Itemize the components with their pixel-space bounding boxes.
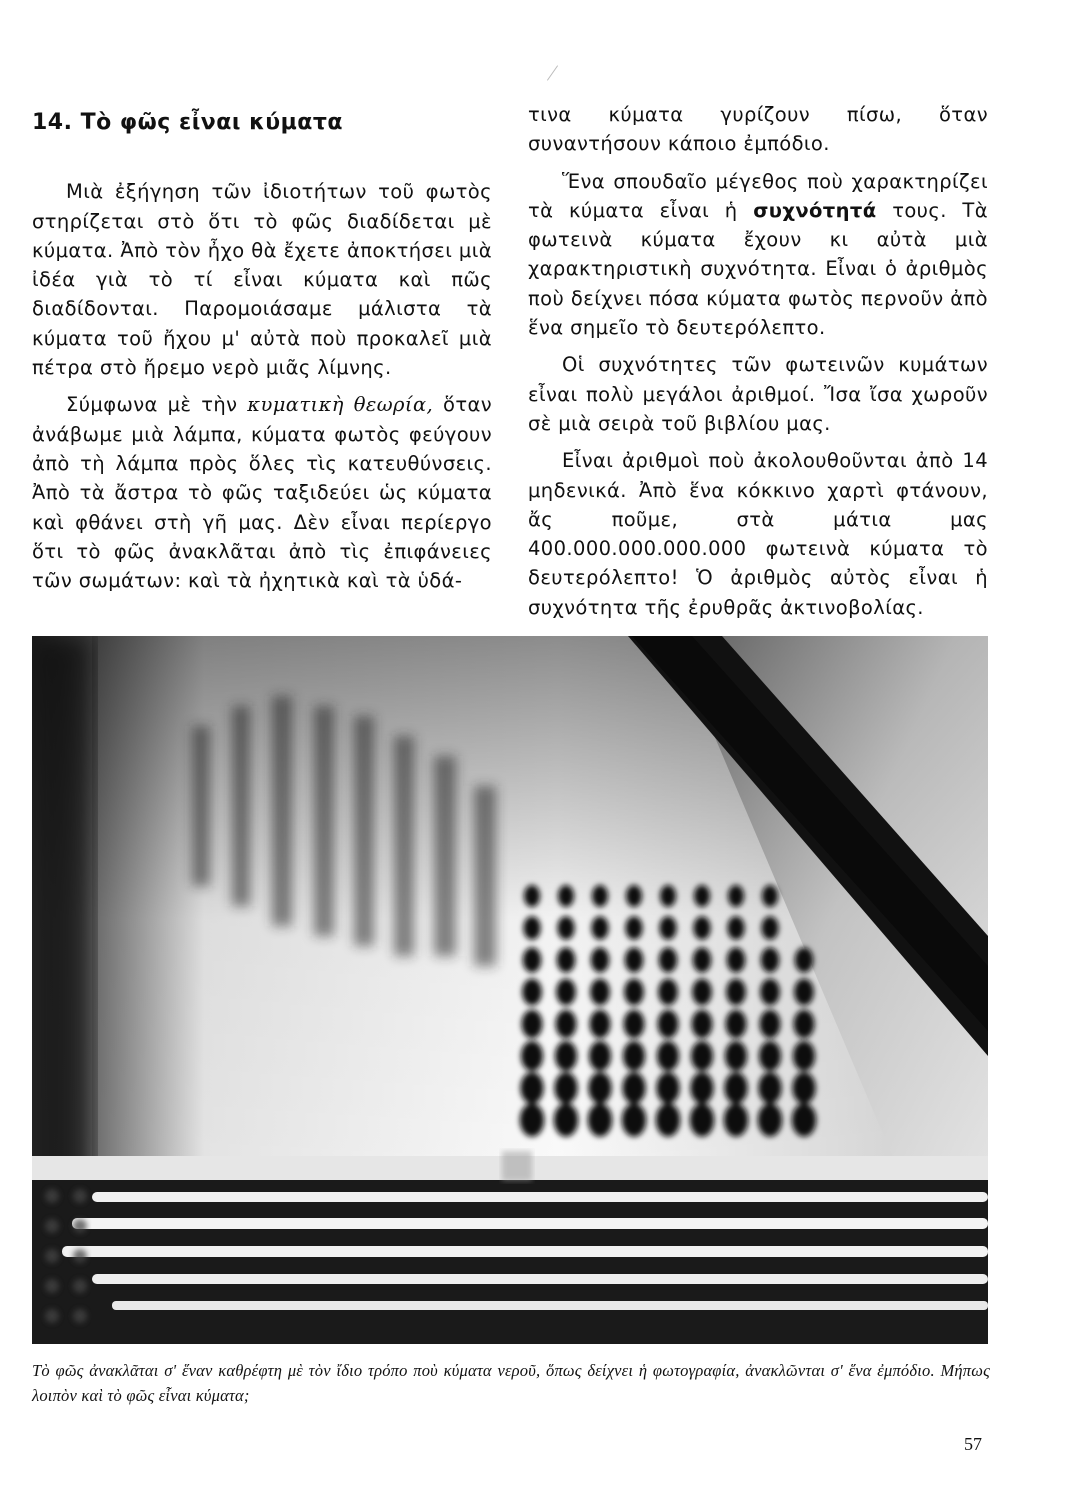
section-title: 14. Τὸ φῶς εἶναι κύματα — [32, 110, 344, 135]
left-paragraph-1: Μιὰ ἐξήγηση τῶν ἰδιοτήτων τοῦ φωτὸς στηρίζεται στὸ ὅτι τὸ φῶς διαδίδεται μὲ κύματα. Ἀπὸ τὸν ἦχο θὰ ἔχετε ἀποκτήσει μιὰ ἰδέα γιὰ τὸ τί εἶναι κύματα καὶ πῶς διαδίδονται. Παρομοιάσαμε μάλιστα τὰ κύματα τοῦ ἤχου μ' αὐτὰ ποὺ προκαλεῖ μιὰ πέτρα στὸ ἤρεμο νερὸ μιᾶς λίμνης. — [32, 180, 492, 380]
figure-caption: Τὸ φῶς ἀνακλᾶται σ' ἕναν καθρέφτη μὲ τὸν ἴδιο τρόπο ποὺ κύματα νεροῦ, ὅπως δείχνει ἡ φωτογραφία, ἀνακλῶνται σ' ἕνα ἐμπόδιο. Μήπως λοιπὸν καὶ τὸ φῶς εἶναι κύματα; — [32, 1361, 990, 1405]
right-paragraph-2-end: τους. Τὰ φωτεινὰ κύματα ἔχουν κι αὐτὰ μιὰ χαρακτηριστικὴ συχνότητα. Εἶναι ὁ ἀριθμὸς ποὺ δείχνει πόσα κύματα φωτὸς περνοῦν ἀπὸ ἕνα σημεῖο τὸ δευτερόλεπτο. — [528, 198, 988, 340]
wave-reflection-photo — [32, 636, 988, 1344]
page-number: 57 — [964, 1434, 982, 1454]
left-paragraph-2-end: ὅταν ἀνάβωμε μιὰ λάμπα, κύματα φωτὸς φεύγουν ἀπὸ τὴ λάμπα πρὸς ὅλες τὶς κατευθύνσεις. Ἀπὸ τὰ ἄστρα τὸ φῶς ταξιδεύει ὡς κύματα καὶ φθάνει στὴ γῆ μας. Δὲν εἶναι περίεργο ὅτι τὸ φῶς ἀνακλᾶται ἀπὸ τὶς ἐπιφάνειες τῶν σωμάτων: καὶ τὰ ἠχητικὰ καὶ τὰ ὑδά- — [32, 393, 493, 593]
frequency-term: συχνότητά — [753, 198, 877, 222]
right-paragraph-3: Οἱ συχνότητες τῶν φωτεινῶν κυμάτων εἶναι πολὺ μεγάλοι ἀριθμοί. Ἴσα ἴσα χωροῦν σὲ μιὰ σειρὰ τοῦ βιβλίου μας. — [528, 353, 988, 435]
left-paragraph-2-start: Σύμφωνα μὲ τὴν — [66, 393, 248, 417]
right-paragraph-2-start: Ἕνα σπουδαῖο μέγεθος ποὺ χαρακτηρίζει τὰ κύματα εἶναι ἡ — [528, 169, 988, 222]
right-paragraph-1: τινα κύματα γυρίζουν πίσω, ὅταν συναντήσουν κάποιο ἐμπόδιο. — [528, 103, 988, 156]
wave-theory-term: κυματικὴ θεωρία, — [247, 393, 434, 417]
left-column — [32, 100, 492, 595]
right-paragraph-4: Εἶναι ἀριθμοὶ ποὺ ἀκολουθοῦνται ἀπὸ 14 μηδενικά. Ἀπὸ ἕνα κόκκινο χαρτὶ φτάνουν, ἄς πoῦμε, στὰ μάτια μας 400.000.000.000.000 φωτεινὰ κύματα τὸ δευτερόλεπτο! Ὁ ἀριθμὸς αὐτὸς εἶναι ἡ συχνότητα τῆς ἐρυθρᾶς ἀκτινοβολίας. — [528, 449, 988, 619]
wave-reflection-illustration — [32, 636, 988, 1344]
right-column — [528, 100, 988, 622]
left-paragraph-2 — [32, 390, 492, 595]
right-paragraph-2 — [528, 167, 988, 343]
scan-mark — [547, 65, 558, 80]
